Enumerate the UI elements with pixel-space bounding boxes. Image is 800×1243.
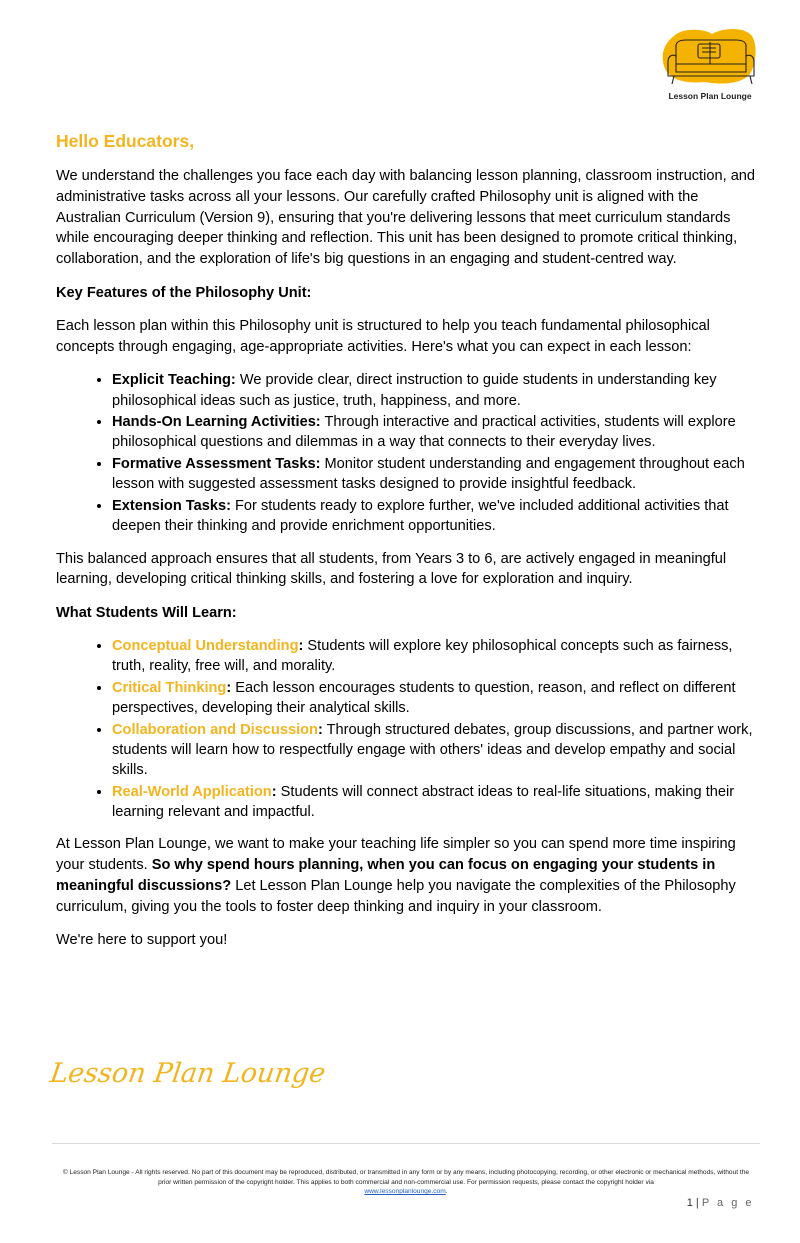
list-item [112,720,760,781]
learn-title: Collaboration and Discussion [112,721,318,738]
list-item [112,370,760,410]
intro-paragraph: We understand the challenges you face each day with balancing lesson planning, classroom instruction, and administrative tasks across all your lessons. Our carefully crafted Philosophy unit is aligned with the Australian Curriculum (Version 9), ensuring that you're delivering lessons that meet curriculum standards while encouraging deeper thinking and reflection. This unit has been designed to promote critical thinking, collaboration, and the exploration of life's big questions in an engaging and student-centred way. [56,168,756,268]
feature-title: Explicit Teaching: [112,372,236,389]
signature-graphic [48,1048,328,1096]
list-item [112,782,760,822]
feature-text: For students ready to explore further, we've included additional activities that deepen their thinking and provide enrichment opportunities. [112,498,729,535]
page-number: 1 | P a g e [686,1197,754,1209]
learn-list [56,636,760,822]
logo-text: Lesson Plan Lounge [668,91,752,101]
learn-heading: What Students Will Learn: [56,605,237,622]
website-link[interactable]: www.lessonplanlounge.com [364,1188,446,1195]
summary-paragraph: This balanced approach ensures that all students, from Years 3 to 6, are actively engaged in meaningful learning, developing critical thinking skills, and fostering a love for exploration and inquiry. [56,550,727,588]
key-features-intro: Each lesson plan within this Philosophy unit is structured to help you teach fundamental philosophical concepts through engaging, age-appropriate activities. Here's what you can expect in each lesson: [56,317,710,355]
list-item [112,496,760,536]
letter-body [56,131,760,964]
signature [48,1048,328,1096]
support-line: We're here to support you! [56,932,228,949]
learn-title: Conceptual Understanding [112,637,299,654]
sofa-logo-icon [660,28,760,90]
link-suffix: . [445,1188,448,1195]
closing-paragraph [56,834,760,917]
learn-text: Each lesson encourages students to question, reason, and reflect on different perspectives, developing their analytical skills. [112,679,736,716]
learn-colon: : [317,721,323,738]
learn-text: Students will connect abstract ideas to real-life situations, making their learning relevant and impactful. [112,783,735,821]
feature-title: Formative Assessment Tasks: [112,456,321,473]
page-label: P a g e [701,1197,754,1209]
list-item [112,636,760,676]
feature-title: Extension Tasks: [112,498,231,515]
brand-logo [660,28,760,104]
closing-text: At Lesson Plan Lounge, we want to make your teaching life simpler so you can spend more time inspiring your students. [56,836,736,874]
list-item [112,412,760,452]
signature-text: Lesson Plan Lounge [48,1058,328,1089]
page-number-value: 1 [686,1197,693,1209]
learn-text: Students will explore key philosophical concepts such as fairness, truth, reality, free will, and morality. [112,637,733,675]
key-features-heading: Key Features of the Philosophy Unit: [56,284,312,301]
learn-colon: : [271,783,277,800]
learn-text: Through structured debates, group discussions, and partner work, students will learn how to respectfully engage with others' ideas and develop empathy and social skills. [112,721,753,779]
list-item [112,454,760,494]
copyright-text: © Lesson Plan Lounge - All rights reserved. No part of this document may be reproduced, distributed, or transmitted in any form or by any means, including photocopying, recording, or other electronic or mechanical methods, without the prior written permission of the copyright holder. This applies to both commercial and non-commercial use. For permission requests, please contact the copyright holder via [62,1169,750,1186]
feature-text: Through interactive and practical activities, students will explore philosophical questions and dilemmas in a way that connects to their everyday lives. [112,414,736,451]
footer-divider [52,1143,760,1144]
copyright-footer [60,1168,752,1197]
learn-colon: : [298,637,304,654]
feature-text: Monitor student understanding and engagement throughout each lesson with suggested assessment tasks designed to provide insightful feedback. [112,456,745,493]
closing-bold: So why spend hours planning, when you can focus on engaging your students in meaningful discussions? [56,857,716,894]
key-features-list [56,370,760,536]
learn-title: Real-World Application [112,783,272,800]
closing-text-2: Let Lesson Plan Lounge help you navigate the complexities of the Philosophy curriculum, giving you the tools to foster deep thinking and inquiry in your classroom. [56,877,736,915]
list-item [112,678,760,718]
feature-title: Hands-On Learning Activities: [112,414,321,431]
learn-title: Critical Thinking [112,679,227,696]
feature-text: We provide clear, direct instruction to guide students in understanding key philosophical ideas such as justice, truth, happiness, and more. [112,372,717,409]
learn-colon: : [226,679,232,696]
greeting-heading: Hello Educators, [56,131,195,151]
